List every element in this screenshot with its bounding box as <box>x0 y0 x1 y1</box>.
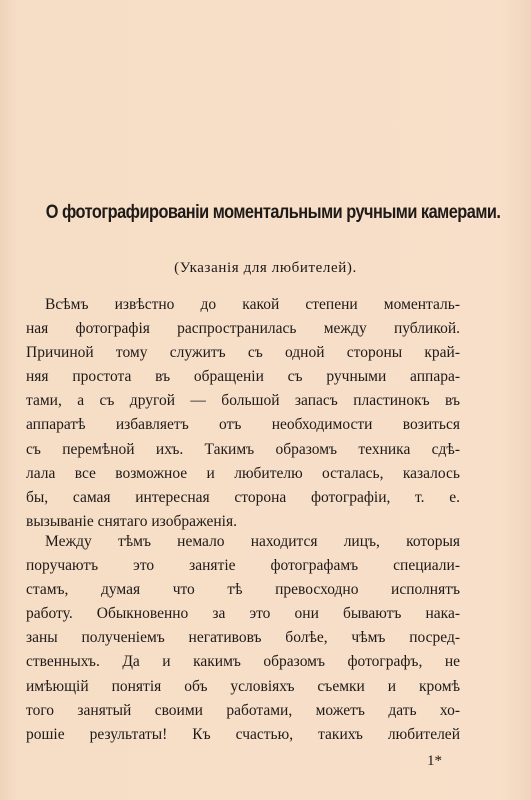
text-line: лала все возможное и любителю осталась, казалось <box>26 464 460 482</box>
text-line: работу. Обыкновенно за это они бываютъ нака- <box>26 605 460 623</box>
text-line: Причиной тому служитъ съ одной стороны край- <box>26 344 460 362</box>
text-line: стамъ, думая что тѣ превосходно исполнятъ <box>26 581 460 599</box>
text-line: поручаютъ это занятіе фотографамъ специали- <box>26 557 460 575</box>
text-line: ная фотографія распространилась между публикой. <box>26 320 460 338</box>
text-line: аппаратѣ избавляетъ отъ необходимости возиться <box>26 416 460 434</box>
paragraph-2 <box>26 530 460 747</box>
page-subtitle: (Указанія для любителей). <box>174 260 357 276</box>
text-line: тами, а съ другой — большой запасъ пластинокъ въ <box>26 392 460 410</box>
text-line: Всѣмъ извѣстно до какой степени моменталь- <box>45 296 460 313</box>
text-line: Между тѣмъ немало находится лицъ, которыя <box>45 533 460 550</box>
text-line: бы, самая интересная сторона фотографіи, т. е. <box>26 488 460 506</box>
page-title: О фотографированіи моментальными ручными камерами. <box>45 202 501 223</box>
text-line: няя простота въ обращеніи съ ручными аппара- <box>26 368 460 386</box>
page-number: 1* <box>427 753 442 769</box>
text-line: вызываніе снятаго изображенія. <box>26 512 237 530</box>
paragraph-1 <box>26 293 460 534</box>
text-line: ственныхъ. Да и какимъ образомъ фотографъ, не <box>26 653 460 671</box>
text-line: съ перемѣной ихъ. Такимъ образомъ техника сдѣ- <box>26 440 460 458</box>
text-line: того занятый своими работами, можетъ дать хо- <box>26 701 460 719</box>
text-line: рошіе результаты! Къ счастью, такихъ любителей <box>26 725 460 743</box>
text-line: заны полученіемъ негативовъ болѣе, чѣмъ посред- <box>26 629 460 647</box>
text-line: имѣющій понятія объ условіяхъ съемки и кромѣ <box>26 677 460 695</box>
